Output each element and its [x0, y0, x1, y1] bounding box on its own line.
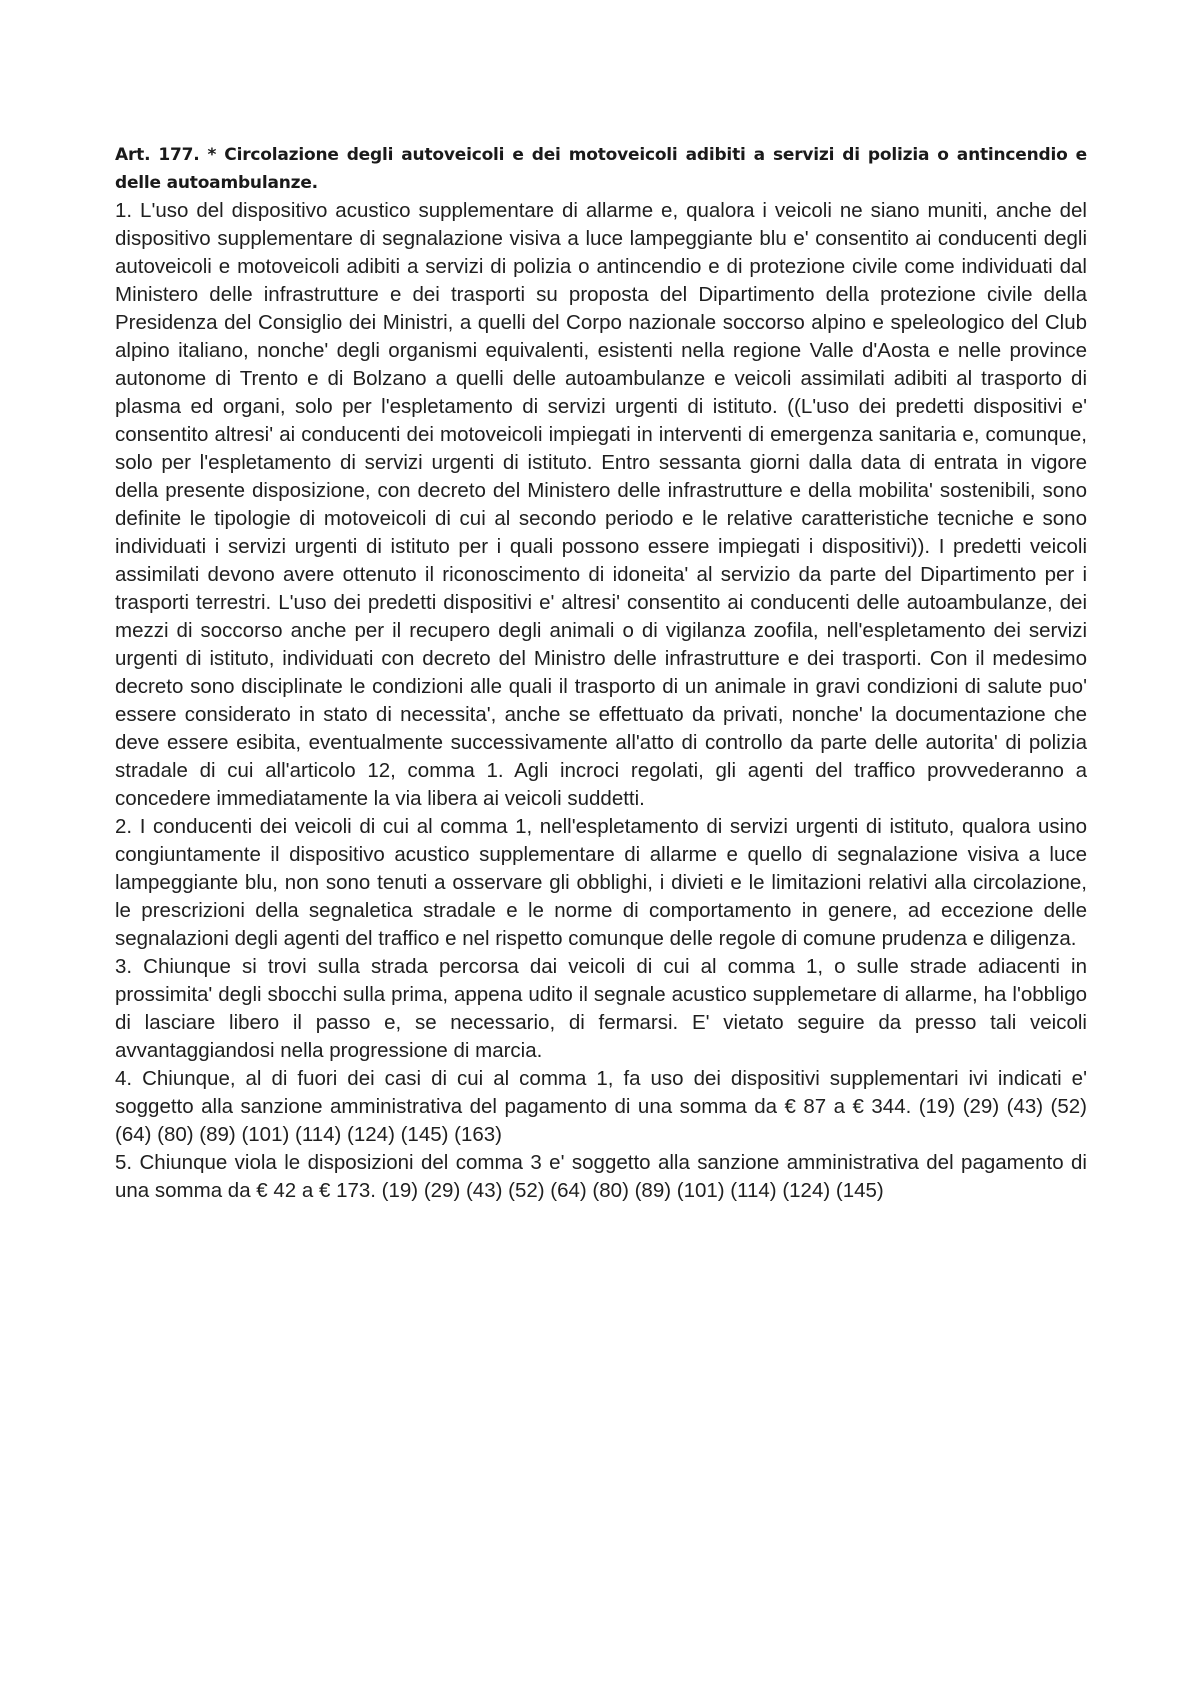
paragraph-comma-1: 1. L'uso del dispositivo acustico supplementare di allarme e, qualora i veicoli ne siano muniti, anche del dispositivo supplementare di segnalazione visiva a luce lampeggiante blu e' consentito ai conducenti degli autoveicoli e motoveicoli adibiti a servizi di polizia o antincendio e di protezione civile come individuati dal Ministero delle infrastrutture e dei trasporti su proposta del Dipartimento della protezione civile della Presidenza del Consiglio dei Ministri, a quelli del Corpo nazionale soccorso alpino e speleologico del Club alpino italiano, nonche' degli organismi equivalenti, esistenti nella regione Valle d'Aosta e nelle province autonome di Trento e di Bolzano a quelli delle autoambulanze e veicoli assimilati adibiti al trasporto di plasma ed organi, solo per l'espletamento di servizi urgenti di istituto. ((L'uso dei predetti dispositivi e' consentito altresi' ai conducenti dei motoveicoli impiegati in interventi di emergenza sanitaria e, comunque, solo per l'espletamento di servizi urgenti di istituto. Entro sessanta giorni dalla data di entrata in vigore della presente disposizione, con decreto del Ministero delle infrastrutture e della mobilita' sostenibili, sono definite le tipologie di motoveicoli di cui al secondo periodo e le relative caratteristiche tecniche e sono individuati i servizi urgenti di istituto per i quali possono essere impiegati i dispositivi)). I predetti veicoli assimilati devono avere ottenuto il riconoscimento di idoneita' al servizio da parte del Dipartimento per i trasporti terrestri. L'uso dei predetti dispositivi e' altresi' consentito ai conducenti delle autoambulanze, dei mezzi di soccorso anche per il recupero degli animali o di vigilanza zoofila, nell'espletamento dei servizi urgenti di istituto, individuati con decreto del Ministro delle infrastrutture e dei trasporti. Con il medesimo decreto sono disciplinate le condizioni alle quali il trasporto di un animale in gravi condizioni di salute puo' essere considerato in stato di necessita', anche se effettuato da privati, nonche' la documentazione che deve essere esibita, eventualmente successivamente all'atto di controllo da parte delle autorita' di polizia stradale di cui all'articolo 12, comma 1. Agli incroci regolati, gli agenti del traffico provvederanno a concedere immediatamente la via libera ai veicoli suddetti. — [115, 199, 1087, 810]
article-heading: Art. 177. * Circolazione degli autoveicoli e dei motoveicoli adibiti a servizi di polizia o antincendio e delle autoambulanze. — [115, 145, 1087, 193]
paragraph-comma-2: 2. I conducenti dei veicoli di cui al comma 1, nell'espletamento di servizi urgenti di istituto, qualora usino congiuntamente il dispositivo acustico supplementare di allarme e quello di segnalazione visiva a luce lampeggiante blu, non sono tenuti a osservare gli obblighi, i divieti e le limitazioni relativi alla circolazione, le prescrizioni della segnaletica stradale e le norme di comportamento in genere, ad eccezione delle segnalazioni degli agenti del traffico e nel rispetto comunque delle regole di comune prudenza e diligenza. — [115, 815, 1087, 950]
paragraph-comma-4: 4. Chiunque, al di fuori dei casi di cui al comma 1, fa uso dei dispositivi supplementari ivi indicati e' soggetto alla sanzione amministrativa del pagamento di una somma da € 87 a € 344. (19) (29) (43) (52) (64) (80) (89) (101) (114) (124) (145) (163) — [115, 1067, 1087, 1146]
paragraph-comma-3: 3. Chiunque si trovi sulla strada percorsa dai veicoli di cui al comma 1, o sulle strade adiacenti in prossimita' degli sbocchi sulla prima, appena udito il segnale acustico supplemetare di allarme, ha l'obbligo di lasciare libero il passo e, se necessario, di fermarsi. E' vietato seguire da presso tali veicoli avvantaggiandosi nella progressione di marcia. — [115, 955, 1087, 1062]
paragraph-comma-5: 5. Chiunque viola le disposizioni del comma 3 e' soggetto alla sanzione amministrativa del pagamento di una somma da € 42 a € 173. (19) (29) (43) (52) (64) (80) (89) (101) (114) (124) (145) — [115, 1151, 1087, 1202]
document-body — [115, 141, 1087, 1205]
